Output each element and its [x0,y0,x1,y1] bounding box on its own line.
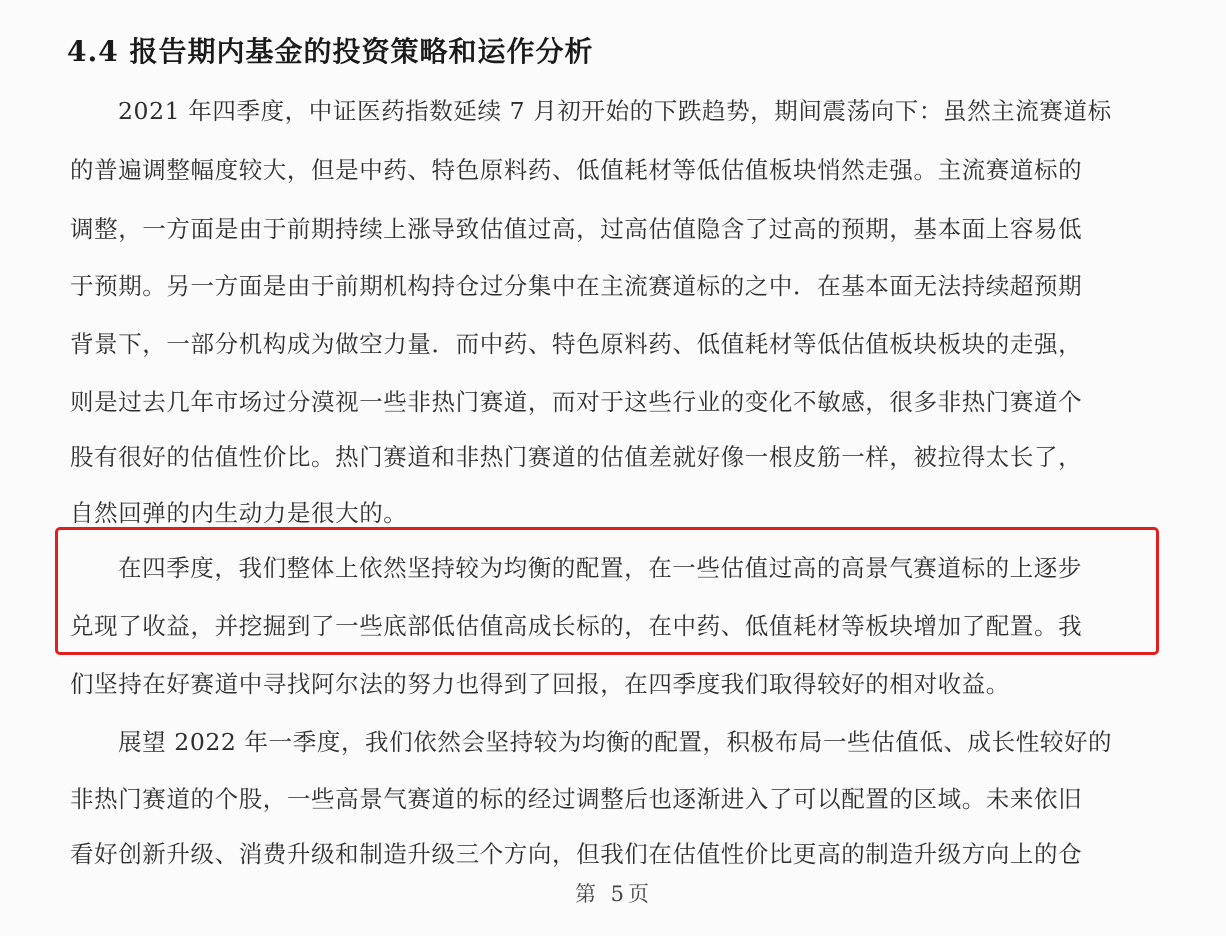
paragraph-line: 看好创新升级、消费升级和制造升级三个方向，但我们在估值性价比更高的制造升级方向上的仓 [70,840,1083,868]
paragraph-line: 2021 年四季度，中证医药指数延续 7 月初开始的下跌趋势，期间震荡向下：虽然主流赛道标 [118,97,1112,125]
paragraph-line: 自然回弹的内生动力是很大的。 [70,499,408,527]
paragraph-line: 们坚持在好赛道中寻找阿尔法的努力也得到了回报，在四季度我们取得较好的相对收益。 [70,670,1010,698]
paragraph-line: 背景下，一部分机构成为做空力量．而中药、特色原料药、低值耗材等低估值板块板块的走强， [70,330,1083,358]
paragraph-line: 展望 2022 年一季度，我们依然会坚持较为均衡的配置，积极布局一些估值低、成长性较好的 [118,728,1113,756]
paragraph-line: 于预期。另一方面是由于前期机构持仓过分集中在主流赛道标的之中．在基本面无法持续超预期 [70,272,1083,300]
paragraph-line: 则是过去几年市场过分漠视一些非热门赛道，而对于这些行业的变化不敏感，很多非热门赛道个 [70,388,1083,416]
paragraph-line: 调整，一方面是由于前期持续上涨导致估值过高，过高估值隐含了过高的预期，基本面上容易低 [70,215,1083,243]
section-heading: 4.4 报告期内基金的投资策略和运作分析 [67,35,594,68]
paragraph-line: 非热门赛道的个股，一些高景气赛道的标的经过调整后也逐渐进入了可以配置的区域。未来依旧 [70,785,1083,813]
paragraph-line: 的普遍调整幅度较大，但是中药、特色原料药、低值耗材等低估值板块悄然走强。主流赛道标的 [70,156,1083,184]
page-number: 第 5页 [575,882,654,906]
highlighted-paragraph-line: 在四季度，我们整体上依然坚持较为均衡的配置，在一些估值过高的高景气赛道标的上逐步 [118,554,1082,582]
highlighted-paragraph-line: 兑现了收益，并挖掘到了一些底部低估值高成长标的，在中药、低值耗材等板块增加了配置。我 [70,612,1083,640]
paragraph-line: 股有很好的估值性价比。热门赛道和非热门赛道的估值差就好像一根皮筋一样，被拉得太长了， [70,443,1083,471]
